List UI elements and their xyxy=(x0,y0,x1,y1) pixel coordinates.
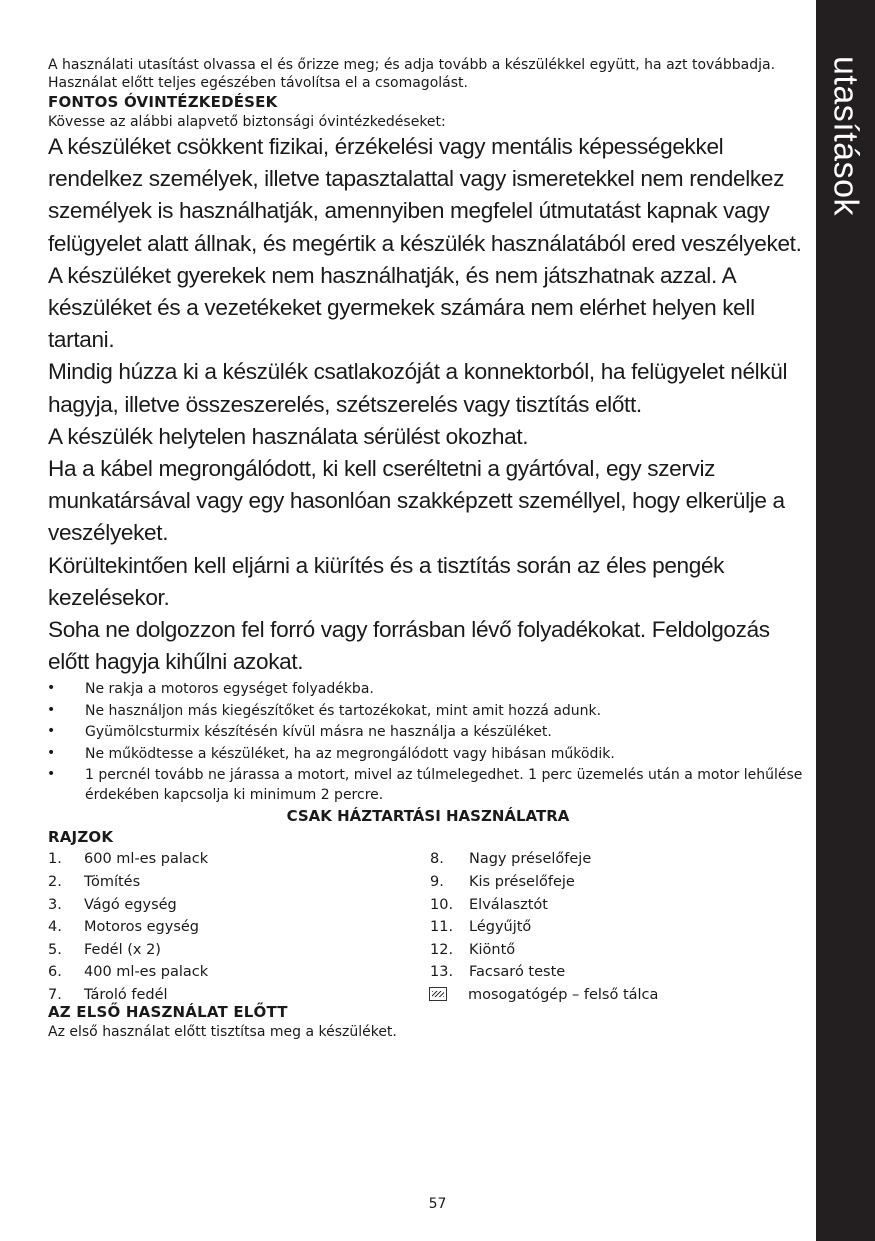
bullet-dot-icon: • xyxy=(47,766,56,783)
list-item: • Ne használjon más kiegészítőket és tartozékokat, mint amit hozzá adunk. xyxy=(48,700,808,722)
list-item: 3. Vágó egység xyxy=(48,896,177,913)
safety-paragraph: A készüléket csökkent fizikai, érzékelési vagy mentális képességekkel rendelkez személyek, illetve tapasztalattal vagy ismeretekkel nem rendelkez személyek is használhatják, amennyiben megfelel útmutatást kapnak vagy felügyelet alatt állnak, és megértik a készülék használatából ered veszélyeket. xyxy=(48,134,802,256)
dishwasher-note: mosogatógép – felső tálca xyxy=(430,984,810,1007)
household-notice: CSAK HÁZTARTÁSI HASZNÁLATRA xyxy=(286,807,570,826)
safety-paragraph: A készüléket gyerekek nem használhatják, és nem játszhatnak azzal. A készüléket és a vezetékeket gyermekek számára nem elérhet helyen kell tartani. xyxy=(48,262,755,353)
bullet-dot-icon: • xyxy=(47,744,56,761)
page-content xyxy=(48,56,808,1041)
intro-text: A használati utasítást olvassa el és őrizze meg; és adja tovább a készülékkel együtt, ha azt továbbadja. Használat előtt teljes egészében távolítsa el a csomagolást. xyxy=(48,57,776,91)
list-item: 7. Tároló fedél xyxy=(48,987,168,1004)
list-item: • 1 percnél tovább ne járassa a motort, mivel az túlmelegedhet. 1 perc üzemelés után a motor lehűlése érdekében kapcsolja ki minimum 2 percre. xyxy=(47,766,803,803)
parts-list xyxy=(48,848,808,1002)
parts-column-left xyxy=(48,848,408,1006)
list-item: 2. Tömítés xyxy=(48,874,141,891)
list-item: • Ne működtesse a készüléket, ha az megrongálódott vagy hibásan működik. xyxy=(48,743,808,765)
list-item: 5. Fedél (x 2) xyxy=(48,941,161,958)
safety-paragraph: Soha ne dolgozzon fel forró vagy forrásban lévő folyadékokat. Feldolgozás előtt hagyja kihűlni azokat. xyxy=(48,617,770,675)
side-tab-label: utasítások xyxy=(826,56,865,216)
safety-paragraph: A készülék helytelen használata sérülést okozhat. xyxy=(48,423,529,449)
safety-heading: FONTOS ÓVINTÉZKEDÉSEK xyxy=(48,93,278,111)
list-item: 6. 400 ml-es palack xyxy=(48,964,209,981)
list-item: 9. Kis préselőfeje xyxy=(430,874,575,891)
safety-subheading: Kövesse az alábbi alapvető biztonsági óvintézkedéseket: xyxy=(48,114,446,130)
list-item: 12. Kiöntő xyxy=(430,941,516,958)
parts-column-right xyxy=(430,848,810,1006)
side-tab xyxy=(816,0,875,1241)
bullet-list xyxy=(48,678,808,805)
drawings-heading: RAJZOK xyxy=(48,828,114,847)
safety-paragraph: Mindig húzza ki a készülék csatlakozóját a konnektorból, ha felügyelet nélkül hagyja, illetve összeszerelés, szétszerelés vagy tisztítás előtt. xyxy=(48,359,788,417)
list-item: 13. Facsaró teste xyxy=(430,964,566,981)
page-number: 57 xyxy=(428,1196,447,1212)
bullet-dot-icon: • xyxy=(47,723,56,740)
dishwasher-icon xyxy=(429,987,447,1001)
safety-paragraph: Körültekintően kell eljárni a kiürítés és a tisztítás során az éles pengék kezelésekor. xyxy=(48,552,725,610)
first-use-heading: AZ ELSŐ HASZNÁLAT ELŐTT xyxy=(48,1003,288,1022)
list-item: 8. Nagy préselőfeje xyxy=(430,851,592,868)
list-item: 11. Légyűjtő xyxy=(430,919,532,936)
list-item: • Ne rakja a motoros egységet folyadékba. xyxy=(48,678,808,700)
bullet-dot-icon: • xyxy=(47,701,56,718)
list-item: • Gyümölcsturmix készítésén kívül másra ne használja a készüléket. xyxy=(48,721,808,743)
list-item: 1. 600 ml-es palack xyxy=(48,851,209,868)
first-use-text: Az első használat előtt tisztítsa meg a készüléket. xyxy=(48,1024,397,1041)
safety-paragraph: Ha a kábel megrongálódott, ki kell cseréltetni a gyártóval, egy szerviz munkatársával vagy egy hasonlóan szakképzett személlyel, hogy elkerülje a veszélyeket. xyxy=(48,456,785,546)
list-item: 4. Motoros egység xyxy=(48,919,200,936)
bullet-dot-icon: • xyxy=(47,680,56,697)
list-item: 10. Elválasztót xyxy=(430,896,548,913)
